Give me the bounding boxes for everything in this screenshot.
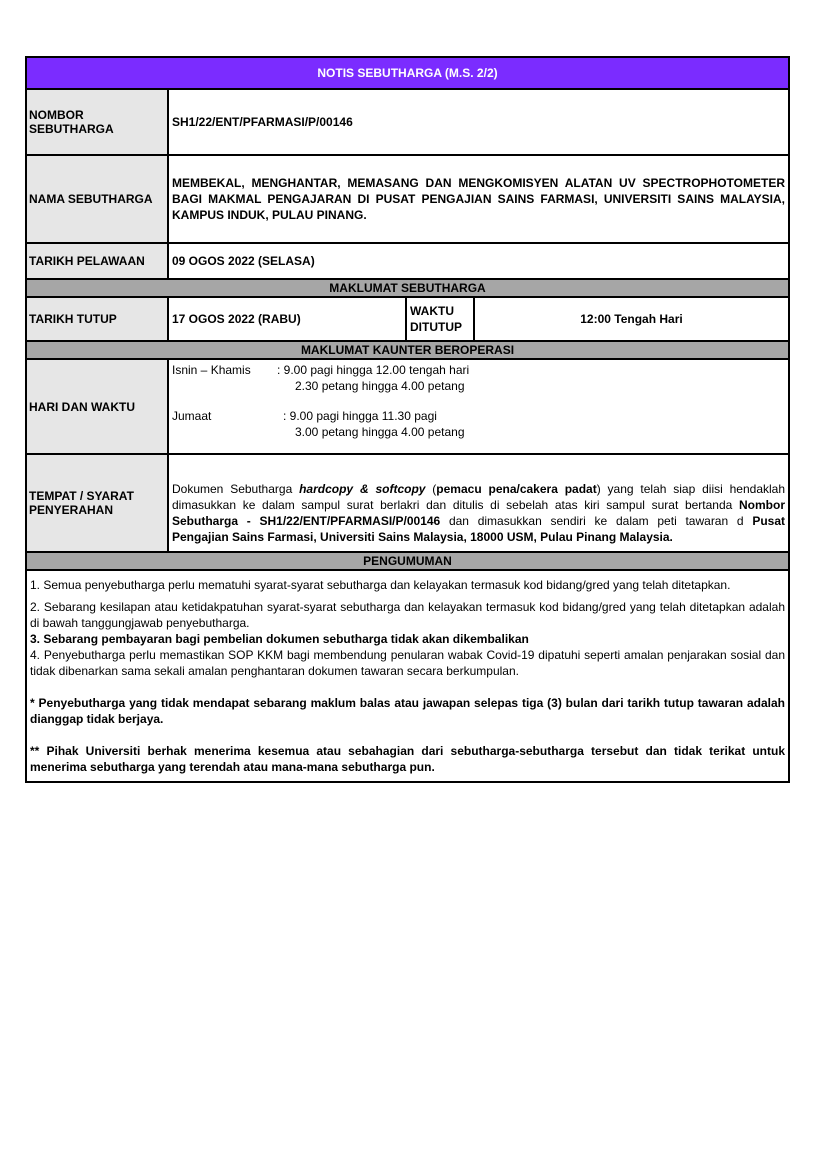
nama-label: NAMA SEBUTHARGA (27, 156, 169, 242)
tempat-text-1: Dokumen Sebutharga (172, 482, 300, 496)
tutup-label: TARIKH TUTUP (27, 298, 169, 340)
tempat-label: TEMPAT / SYARAT PENYERAHAN (27, 455, 169, 551)
pengumuman-body (27, 571, 788, 781)
tutup-value: 17 OGOS 2022 (RABU) (169, 298, 407, 340)
hari-time-3: : 9.00 pagi hingga 11.30 pagi (283, 409, 437, 423)
nombor-value: SH1/22/ENT/PFARMASI/P/00146 (172, 115, 353, 129)
tempat-text-6: Nombor Sebutharga - SH1/22/ENT/PFARMASI/P/00146 (172, 498, 785, 528)
tempat-text-2: hardcopy & softcopy (299, 482, 426, 496)
tempat-text-3: ( (425, 482, 437, 496)
row-hari (27, 360, 788, 455)
nombor-label: NOMBOR SEBUTHARGA (27, 90, 169, 154)
pengumuman-1: 1. Semua penyebutharga perlu mematuhi syarat-syarat sebutharga dan kelayakan termasuk kod bidang/gred yang telah ditetapkan. (30, 578, 731, 592)
row-pelawaan (27, 244, 788, 280)
nama-value: MEMBEKAL, MENGHANTAR, MEMASANG DAN MENGKOMISYEN ALATAN UV SPECTROPHOTOMETER BAGI MAKMAL PENGAJARAN DI PUSAT PENGAJIAN SAINS FARMASI, UNIVERSITI SAINS MALAYSIA, KAMPUS INDUK, PULAU PINANG. (172, 176, 785, 222)
hari-time-4: 3.00 petang hingga 4.00 petang (295, 425, 465, 439)
pengumuman-2: 2. Sebarang kesilapan atau ketidakpatuhan syarat-syarat sebutharga dan kelayakan termasuk kod bidang/gred yang telah ditetapkan adalah di bawah tanggungjawab penyebutharga. (30, 600, 785, 630)
pengumuman-3: 3. Sebarang pembayaran bagi pembelian dokumen sebutharga tidak akan dikembalikan (30, 632, 529, 646)
hari-day-1: Isnin – Khamis (172, 363, 251, 377)
hari-line-3 (172, 408, 785, 424)
pelawaan-label: TARIKH PELAWAAN (27, 244, 169, 278)
row-tempat (27, 455, 788, 553)
row-tutup (27, 298, 788, 342)
tempat-value (169, 455, 788, 551)
hari-label: HARI DAN WAKTU (27, 360, 169, 453)
hari-line-1 (172, 362, 785, 378)
pengumuman-4: 4. Penyebutharga perlu memastikan SOP KKM bagi membendung penularan wabak Covid-19 dipatuhi seperti amalan penjarakan sosial dan tidak dibenarkan sama sekali amalan penghantaran dokumen tawaran secara berkumpulan. (30, 648, 785, 678)
section-pengumuman: PENGUMUMAN (27, 553, 788, 571)
row-nama (27, 156, 788, 244)
row-nombor (27, 90, 788, 156)
tempat-text-5: ) yang telah siap diisi hendaklah dimasukkan ke dalam sampul surat berlakri dan ditulis di sebelah atas kiri sampul surat bertanda (172, 482, 786, 512)
hari-time-2: 2.30 petang hingga 4.00 petang (295, 379, 465, 393)
pengumuman-6: ** Pihak Universiti berhak menerima kesemua atau sebahagian dari sebutharga-sebutharga tersebut dan tidak terikat untuk menerima sebutharga yang terendah atau mana-mana sebutharga pun. (30, 744, 785, 774)
notice-title: NOTIS SEBUTHARGA (M.S. 2/2) (27, 58, 788, 90)
hari-day-3: Jumaat (172, 409, 212, 423)
pengumuman-5: * Penyebutharga yang tidak mendapat sebarang maklum balas atau jawapan selepas tiga (3) bulan dari tarikh tutup tawaran adalah dianggap tidak berjaya. (30, 696, 785, 726)
pelawaan-value: 09 OGOS 2022 (SELASA) (172, 254, 315, 268)
section-maklumat: MAKLUMAT SEBUTHARGA (27, 280, 788, 298)
waktu-value: 12:00 Tengah Hari (580, 312, 683, 326)
tempat-text-8: Pusat Pengajian Sains Farmasi, Universiti Sains Malaysia, 18000 USM, Pulau Pinang Malaysia. (172, 514, 785, 544)
tempat-text-4: pemacu pena/cakera padat (436, 482, 597, 496)
hari-time-1: : 9.00 pagi hingga 12.00 tengah hari (277, 363, 470, 377)
hari-value (169, 360, 788, 453)
waktu-label: WAKTU DITUTUP (407, 298, 475, 340)
tempat-text-7: dan dimasukkan sendiri ke dalam peti tawaran d (440, 514, 753, 528)
section-kaunter: MAKLUMAT KAUNTER BEROPERASI (27, 342, 788, 360)
notice-table (25, 56, 790, 783)
